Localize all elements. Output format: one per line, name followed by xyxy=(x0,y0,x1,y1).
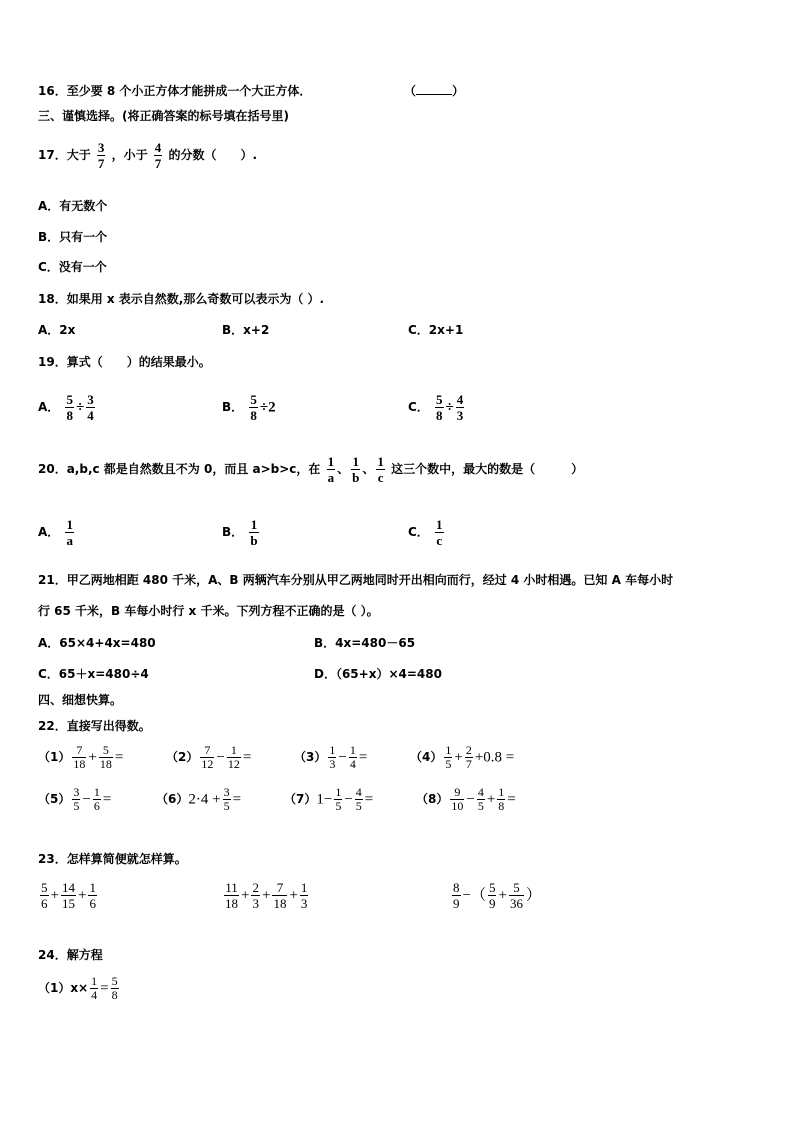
q18-option-c[interactable]: C．2x+1 xyxy=(408,323,464,337)
question-18: 18．如果用 x 表示自然数,那么奇数可以表示为（ ）. xyxy=(38,292,325,306)
q21-option-d[interactable]: D．（65+x）×4=480 xyxy=(314,667,442,681)
q19-c-frac-1: $\frac{5}{8}$ xyxy=(436,392,443,423)
q22-problem-8: （8） $\frac{9}{10}$ − $\frac{4}{5}$ + $\frac{1}{8}$ = xyxy=(416,785,516,813)
q20-frac-a: $\frac{1}{a}$ xyxy=(327,454,335,485)
q19-option-a[interactable]: A． $\frac{5}{8}$ ÷ $\frac{3}{4}$ xyxy=(38,392,94,423)
q19-option-c[interactable]: C． $\frac{5}{8}$ ÷ $\frac{4}{3}$ xyxy=(408,392,464,423)
q19-a-frac-1: $\frac{5}{8}$ xyxy=(66,392,73,423)
section-4-title: 四、细想快算。 xyxy=(38,693,123,707)
question-19: 19．算式（ ）的结果最小。 xyxy=(38,355,211,369)
q22-problem-5: （5） $\frac{3}{5}$ − $\frac{1}{6}$ = xyxy=(38,785,112,813)
q23-expression-1: $\frac{5}{6}$ + $\frac{14}{15}$ + $\frac{1}{6}$ xyxy=(41,880,96,911)
q17-option-b[interactable]: B．只有一个 xyxy=(38,230,108,244)
q20-option-b-frac: $\frac{1}{b}$ xyxy=(250,517,258,548)
q17-mid: ，小于 xyxy=(111,148,148,162)
q19-a-frac-2: $\frac{3}{4}$ xyxy=(87,392,94,423)
q18-option-b[interactable]: B．x+2 xyxy=(222,323,270,337)
q19-b-frac: $\frac{5}{8}$ xyxy=(250,392,257,423)
q20-option-a[interactable]: A． $\frac{1}{a}$ xyxy=(38,517,73,548)
q22-problem-1: （1） $\frac{7}{18}$ + $\frac{5}{18}$ = xyxy=(38,743,124,771)
q16-paren-right: ） xyxy=(452,84,465,98)
q23-expression-2: $\frac{11}{18}$ + $\frac{2}{3}$ + $\frac{7}{18}$ + $\frac{1}{3}$ xyxy=(225,880,308,911)
question-21-line-1: 21．甲乙两地相距 480 千米，A、B 两辆汽车分别从甲乙两地同时开出相向而行，经过 4 小时相遇。已知 A 车每小时 xyxy=(38,573,674,587)
q20-frac-c: $\frac{1}{c}$ xyxy=(377,454,384,485)
q24-equation-1: （1）x× $\frac{1}{4}$ = $\frac{5}{8}$ xyxy=(38,974,118,1002)
section-3-title: 三、谨慎选择。(将正确答案的标号填在括号里) xyxy=(38,109,289,123)
question-21-line-2: 行 65 千米，B 车每小时行 x 千米。下列方程不正确的是（ ）。 xyxy=(38,604,379,618)
q23-expression-3: $\frac{8}{9}$ −（ $\frac{5}{9}$ + $\frac{5}{36}$ ） xyxy=(453,880,541,911)
q20-option-c[interactable]: C． $\frac{1}{c}$ xyxy=(408,517,443,548)
q22-problem-6: （6）2·4 + $\frac{3}{5}$ = xyxy=(156,785,242,813)
question-16 xyxy=(38,83,311,99)
q21-option-c[interactable]: C．65＋x=480÷4 xyxy=(38,667,149,681)
q20-option-a-frac: $\frac{1}{a}$ xyxy=(66,517,73,548)
question-23-title: 23．怎样算简便就怎样算。 xyxy=(38,852,187,866)
question-22-title: 22．直接写出得数。 xyxy=(38,719,151,733)
question-17 xyxy=(38,140,257,171)
q20-option-c-frac: $\frac{1}{c}$ xyxy=(436,517,443,548)
q21-option-b[interactable]: B．4x=480－65 xyxy=(314,636,416,650)
q22-problem-4: （4） $\frac{1}{5}$ + $\frac{2}{7}$ +0.8 = xyxy=(410,743,515,771)
q17-tail: 的分数（ ）. xyxy=(168,148,258,162)
question-24-title: 24．解方程 xyxy=(38,948,103,962)
q17-lead: 17．大于 xyxy=(38,148,91,162)
q16-blank-line xyxy=(416,83,452,95)
q17-fraction-2: $\frac{4}{7}$ xyxy=(154,140,162,171)
q21-option-a[interactable]: A．65×4+4x=480 xyxy=(38,636,156,650)
q16-answer-blank[interactable] xyxy=(404,83,464,99)
q19-option-b[interactable]: B． $\frac{5}{8}$ ÷2 xyxy=(222,392,276,423)
question-20: 20．a,b,c 都是自然数且不为 0，而且 a>b>c，在 $\frac{1}{a}$ 、 $\frac{1}{b}$ 、 $\frac{1}{c}$ 这三个数中，最大的数是（ ） xyxy=(38,454,584,485)
q17-option-c[interactable]: C．没有一个 xyxy=(38,260,107,274)
q18-option-a[interactable]: A．2x xyxy=(38,323,76,337)
q19-c-frac-2: $\frac{4}{3}$ xyxy=(456,392,464,423)
q17-fraction-1: $\frac{3}{7}$ xyxy=(97,140,105,171)
q16-text: 16．至少要 8 个小正方体才能拼成一个大正方体． xyxy=(38,84,312,98)
q22-problem-2: （2） $\frac{7}{12}$ − $\frac{1}{12}$ = xyxy=(166,743,252,771)
q17-option-a[interactable]: A．有无数个 xyxy=(38,199,108,213)
q20-frac-b: $\frac{1}{b}$ xyxy=(352,454,360,485)
q16-paren-left: （ xyxy=(404,84,417,98)
q22-problem-7: （7）1− $\frac{1}{5}$ − $\frac{4}{5}$ = xyxy=(284,785,374,813)
q22-problem-3: （3） $\frac{1}{3}$ − $\frac{1}{4}$ = xyxy=(294,743,368,771)
q20-option-b[interactable]: B． $\frac{1}{b}$ xyxy=(222,517,258,548)
